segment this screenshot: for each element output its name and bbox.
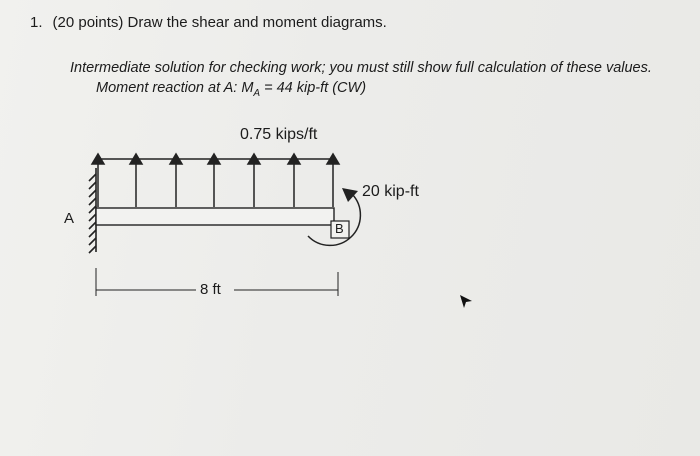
hint-line-1: Intermediate solution for checking work; you must still show full calculation of these values. (70, 60, 652, 76)
mouse-cursor-icon (458, 292, 474, 310)
question-text: (20 points) Draw the shear and moment diagrams. (52, 14, 387, 31)
point-label-b: B (335, 221, 344, 236)
length-label: 8 ft (200, 281, 221, 298)
fixed-support (89, 168, 96, 253)
moment-label: 20 kip-ft (362, 183, 419, 200)
hint-line-2: Moment reaction at A: $M_A = 44$ kip-ft (CW) (96, 80, 367, 99)
distributed-load-label: 0.75 kips/ft (240, 126, 318, 143)
support-label-a: A (64, 210, 75, 227)
question-number: 1. (30, 14, 43, 31)
distributed-load (92, 154, 339, 207)
beam (96, 208, 334, 225)
